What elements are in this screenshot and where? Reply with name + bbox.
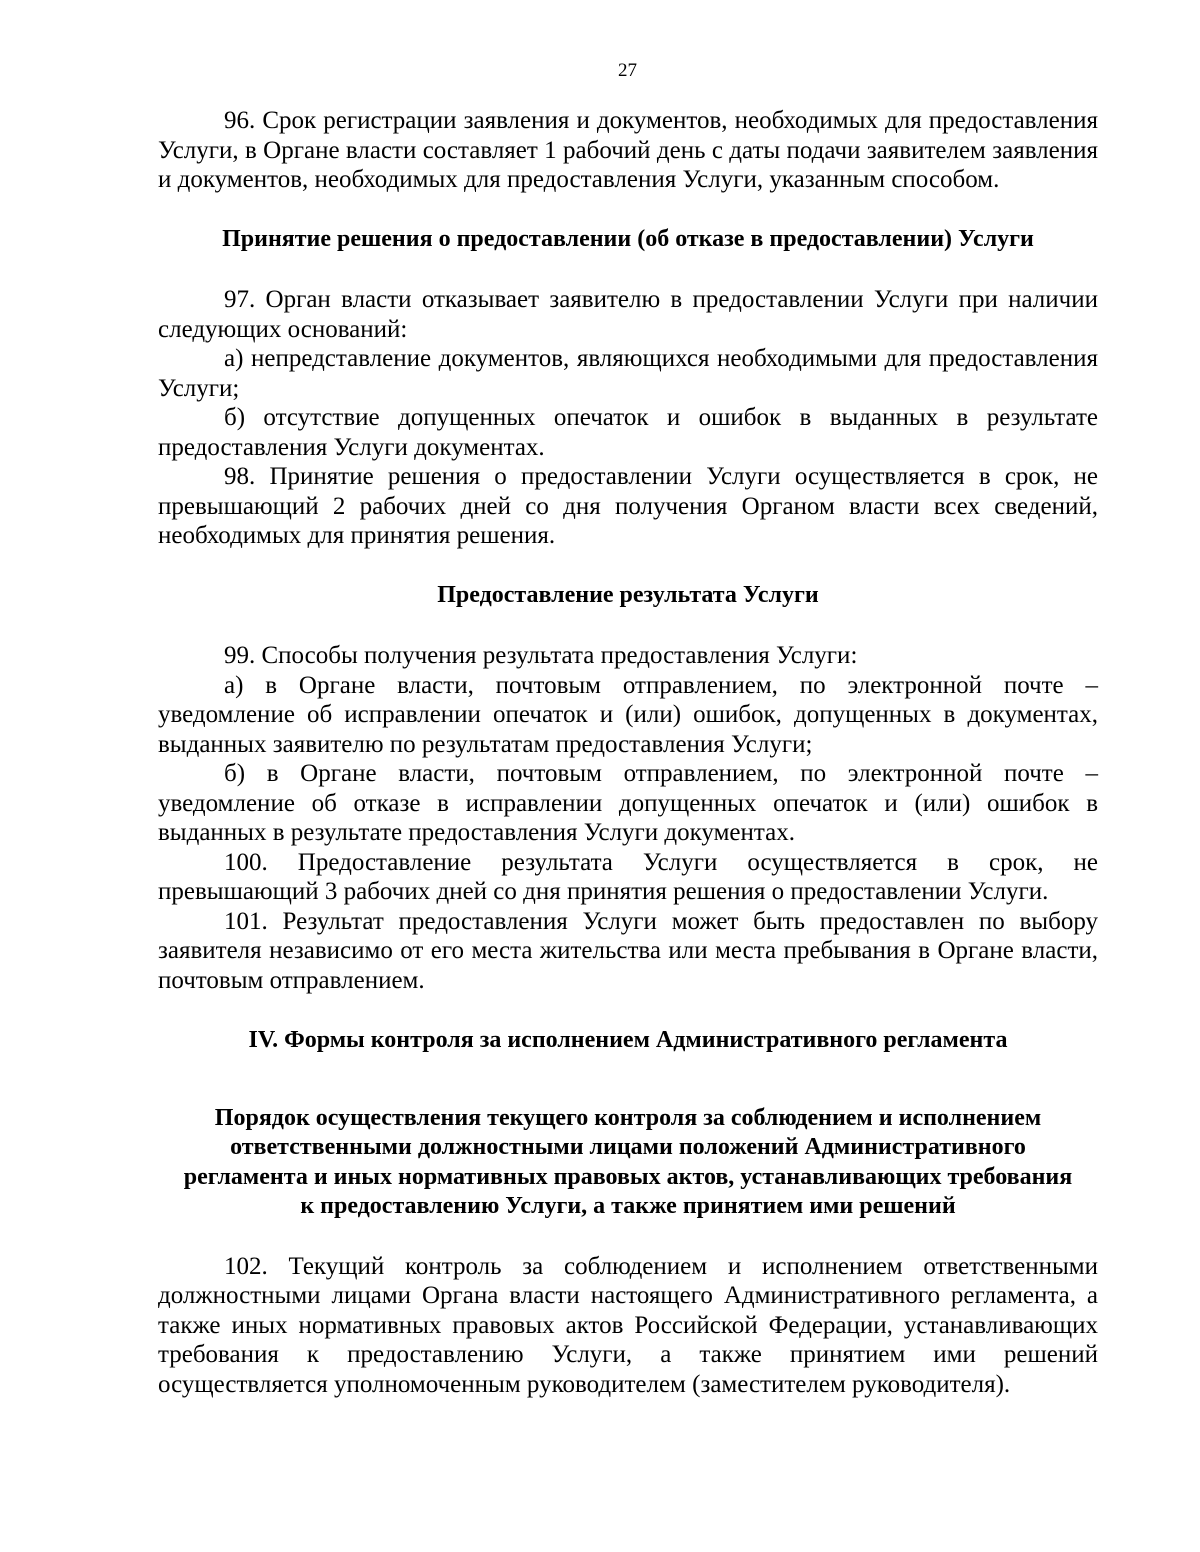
heading-result: Предоставление результата Услуги [437,581,819,608]
page-number: 27 [618,60,637,81]
paragraph-100: 100. Предоставление результата Услуги осуществляется в срок, не превышающий 3 рабочих дней со дня принятия решения о предоставлении Услуги. [158,848,1098,905]
paragraph-97-b: б) отсутствие допущенных опечаток и ошибок в выданных в результате предоставления Услуги документах. [158,404,1098,461]
paragraph-99-a: а) в Органе власти, почтовым отправлением, по электронной почте – уведомление об исправлении опечаток и (или) ошибок, допущенных в документах, выданных заявителю по результатам предоставления Услуги; [158,671,1098,758]
paragraph-101: 101. Результат предоставления Услуги может быть предоставлен по выбору заявителя независимо от его места жительства или места пребывания в Органе власти, почтовым отправлением. [158,907,1098,994]
document-body [158,106,1098,1399]
paragraph-97: 97. Орган власти отказывает заявителю в предоставлении Услуги при наличии следующих оснований: [158,286,1098,343]
heading-control-procedure: Порядок осуществления текущего контроля за соблюдением и исполнением ответственными должностными лицами положений Административного регламента и иных нормативных правовых актов, устанавливающих требования к предоставлению Услуги, а также принятием ими решений [183,1104,1073,1219]
heading-decision: Принятие решения о предоставлении (об отказе в предоставлении) Услуги [222,225,1034,252]
paragraph-99-b: б) в Органе власти, почтовым отправлением, по электронной почте – уведомление об отказе в исправлении допущенных опечаток и (или) ошибок в выданных в результате предоставления Услуги документах. [158,760,1098,846]
paragraph-99: 99. Способы получения результата предоставления Услуги: [224,642,858,669]
paragraph-97-a: а) непредставление документов, являющихся необходимыми для предоставления Услуги; [158,345,1098,402]
paragraph-96: 96. Срок регистрации заявления и документов, необходимых для предоставления Услуги, в Органе власти составляет 1 рабочий день с даты подачи заявителем заявления и документов, необходимых для предоставления Услуги, указанным способом. [158,107,1098,193]
heading-section-iv: IV. Формы контроля за исполнением Административного регламента [248,1027,1008,1053]
paragraph-102: 102. Текущий контроль за соблюдением и исполнением ответственными должностными лицами Органа власти настоящего Административного регламента, а также иных нормативных правовых актов Российской Федерации, устанавливающих требования к предоставлению Услуги, а также принятием ими решений осуществляется уполномоченным руководителем (заместителем руководителя). [158,1252,1098,1398]
paragraph-98: 98. Принятие решения о предоставлении Услуги осуществляется в срок, не превышающий 2 рабочих дней со дня получения Органом власти всех сведений, необходимых для принятия решения. [158,463,1098,549]
